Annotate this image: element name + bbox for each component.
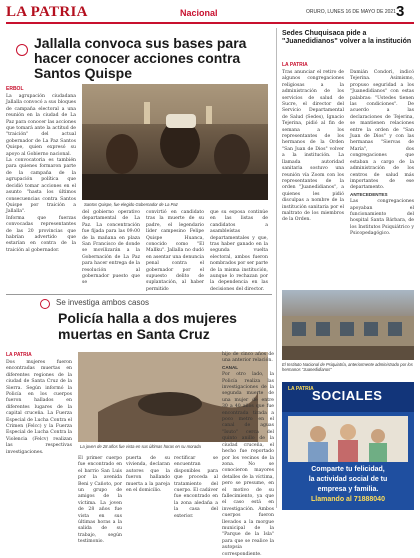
story2-col2: El primer cuerpo fue encontrado en el barrio San Luis por la avenida Beni y Cañoto, por un grupo de amigos de la víctima. La joven de 28 años fue vista en sus últimas horas a la salida de su trabajo, según testimonio. [78, 456, 122, 545]
building-photo-illustration [282, 290, 414, 360]
side-story-kicker: LA PATRIA [282, 62, 308, 68]
headline-chevron-icon [16, 44, 28, 56]
story2-photo-caption: La joven de 28 años fue vista en sus últimas horas en su morada [80, 444, 201, 449]
ad-photo [288, 416, 408, 462]
column-divider [276, 28, 277, 508]
story2-col5: hijo de cinco años de una anterior relación. CANAL Por otro lado, la Policía realiza las investigaciones de la segunda muerte de una mujer de entre 30 a 40 años que fue encontrada tirada a poco metro en el canal de aguas "Isuto" cerca del quinto anillo de la ciudad cruceña, el hecho fue reportado por los vecinos de la zona. No se conocieron mayores detalles de la víctima, pero se presume, en el motivo de su fallecimiento, ya que el caso está en investigación. Ambos cuerpos fueron llevados a la morgue municipal de la "Parque de la Isla" para que se realice la autopsia correspondiente. [222, 352, 274, 557]
side-story-subhead: ANTECEDENTES [350, 191, 388, 197]
story2-col4: rectificar se encuentran disponibles para que proceda al tratamiento del cuerpo. El cadáver fue encontrado en la zona aledaña a la casa del exterior. [174, 456, 218, 519]
story1-col1: La agrupación ciudadana Jallalla convocó a sus bloques de campaña electoral a una reunión en la ciudad de La Paz para conocer las acciones que tomará ante la actitud de "traición" del actual gobernador de La Paz Santos Quispe, quien expresó su apoyo al Gobierno nacional. La convocatoria es también para quienes formaron parte de la campaña de la agrupación política que decidió tomar acciones en el asunto "hasta los últimos consecuencias contra Santos Quispe por traición a Jallalla". Informa que fuerzas convocadas representantes de las 20 provincias que habrían advertido que estarían en contra de la traición al gobernador. [6, 94, 76, 253]
side-story-col1: Tras anunciar el retiro de algunos congregaciones religiosas a la administración de los servicios de salud de Sucre, el director del Servicio Departamental de Salud (Sedes), Ignacio Tejerina, pidió al fin de semana a los representantes de los hermanos de la Orden "San Juan de Dios" volver a la institución. La llamada autoridad sanitaria sostuvo una reunión vía Zoom con los representantes de la orden "Juanedidianos", a quienes les pidió disculpas a nombre de la institución sanitaria por el maltrato de los miembros de la Orden. [282, 70, 344, 223]
story1-kicker: ERBOL [6, 86, 24, 92]
story1-col3: convirtió en candidato tras la muerte de su padre, el legendario líder campesino Felipe Quispe Huanca, conocido como "El Mallku". Jallalla no dudó en asentar una denuncia penal contra el gobernador por el supuesto delito de suplantación, al haber permitido [146, 210, 204, 292]
ad-line-2: la actividad social de tu [308, 476, 388, 483]
story1-headline: Jallalla convoca sus bases para hacer conocer acciones contra Santos Quispe [34, 35, 247, 81]
side-story-headline: Sedes Chuquisaca pide a "Juanedidianos" volver a la institución [282, 30, 412, 45]
story2-col1: Dos mujeres fueron encontradas muertas en diferentes regiones de la ciudad de Santa Cruz de la Sierra. Según informó la Policía en los cuerpos fueron hallados en diferentes lugares de la capital cruceña. La Fuerza Especial de Lucha Contra el Crimen (Felcc) y la Fuerza Especial de Lucha Contra la Violencia (Felcv) realizan las respectivas investigaciones. [6, 360, 72, 455]
page-number: 3 [396, 3, 405, 20]
story1-col2: del gobierno operativo departamental de La Paz. La concentración fue fijada para las 09:00 de la mañana en plaza San Francisco de donde se movilizarán a la Gobernación de La Paz para hacer entrega de la resolución al gobernador puesto que se [82, 210, 140, 286]
header-rule [6, 22, 414, 24]
dateline: ORURO, LUNES 16 DE MAYO DE 2021 [306, 9, 396, 15]
story2-subtitle: Se investiga ambos casos [56, 298, 149, 307]
story1-photo-caption: Santos Quispe, fue elegido Gobernador de La Paz [84, 202, 178, 207]
subtitle-chevron-icon [40, 299, 50, 309]
ad-phone-line[interactable]: Llamando al 71888040 [311, 496, 385, 503]
masthead: LA PATRIA [6, 4, 88, 20]
sociales-advertisement[interactable] [282, 382, 414, 510]
story2-col3: puerta de su vivienda, declaran autores que la fueron hallando muerta a la pareja en el domicilio. [126, 456, 170, 494]
ad-brand: LA PATRIA [288, 386, 314, 392]
protest-photo-illustration [82, 84, 268, 200]
story1-col4: que su esposa continúe en las listas de candidatos a asambleístas departamentales y que, tras haber ganado en la segunda vuelta electoral, ambos fueron nombrados por ser parte de la misma institución, aunque lo rechazan por la dependencia en las decisiones del director. [210, 210, 269, 292]
ad-title: SOCIALES [312, 388, 383, 403]
story2-kicker: LA PATRIA [6, 352, 32, 358]
ad-line-1: Comparte tu felicidad, [311, 466, 385, 473]
side-story-col2: Damián Condori, indicó Tejerina. Asimismo, propuso seguridad a los "Juanedidianos" con estas palabras: "Ustedes tienen las condiciones". De acuerdo a las declaraciones de Tejerina, se mantienen relaciones entre la orden de "San Juan de Dios" y con las hermanas "Siervas de María", dos congregaciones que estaban a cargo de la administración de los centros de salud más importantes de ese departamento. ANTECEDENTES Las congregaciones apoyaban el funcionamiento del hospital Santa Bárbara, de los Institutos Psiquiátrico y Psicopedagógico. [350, 70, 414, 237]
institute-photo-caption: El Instituto Nacional de Psiquiatría, anteriormente administrado por los hermanos "Juanedidianos" [282, 362, 413, 372]
story2-headline: Policía halla a dos mujeres muertas en Santa Cruz [58, 310, 237, 342]
institute-photo [282, 290, 414, 360]
ad-line-3: empresa y familia. [317, 486, 379, 493]
section-label: Nacional [180, 8, 218, 18]
family-photo-illustration [288, 416, 408, 462]
section-divider [6, 294, 272, 295]
story1-photo [82, 84, 268, 200]
story2-subhead: CANAL [222, 364, 239, 370]
